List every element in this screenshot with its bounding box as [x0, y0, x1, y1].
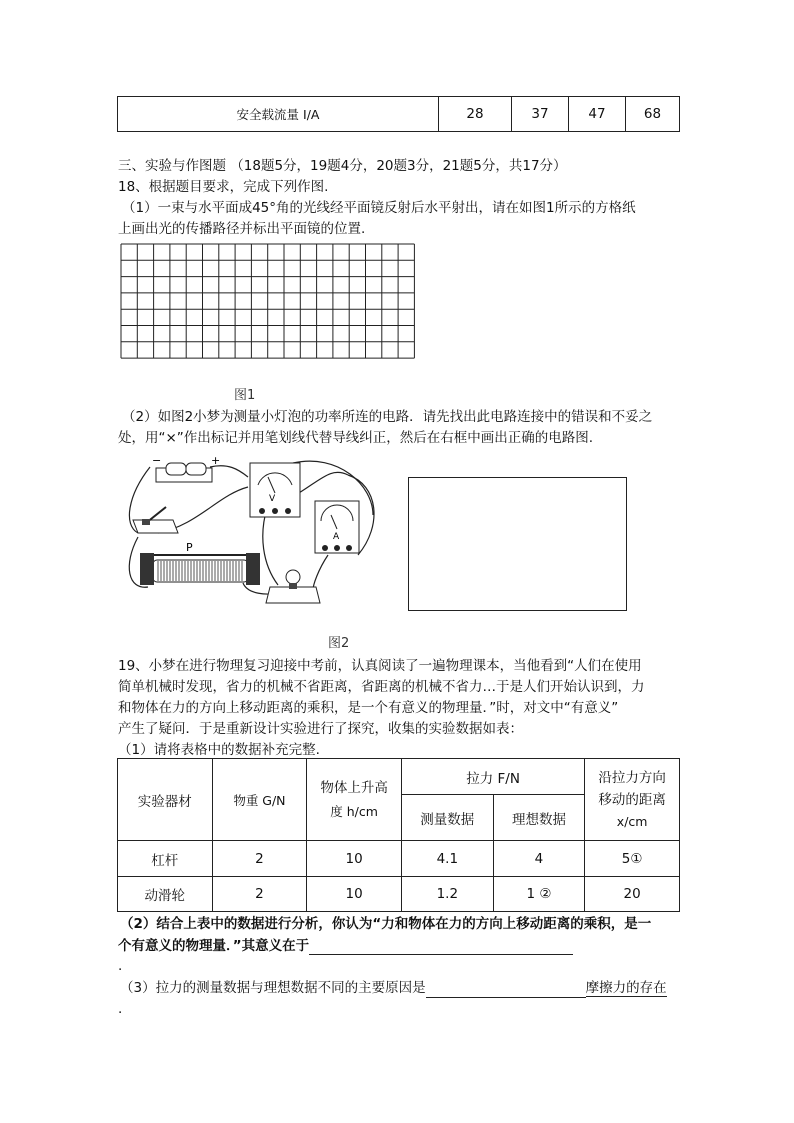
q19-sub2: （2）结合上表中的数据进行分析，你认为“力和物体在力的方向上移动距离的乘积，是一: [120, 916, 652, 932]
figure-2-caption: 图2: [328, 636, 350, 651]
table-row: [118, 877, 680, 912]
cell-measured: 4.1: [401, 841, 493, 877]
q18-title: 18、根据题目要求，完成下列作图.: [118, 179, 329, 195]
voltmeter-v-label: V: [269, 494, 276, 504]
q18-1-text: 上画出光的传播路径并标出平面镜的位置.: [118, 221, 366, 237]
rheostat-p-label: P: [186, 541, 193, 554]
q19-sub3: （3）拉力的测量数据与理想数据不同的主要原因是 摩擦力的存在: [120, 980, 667, 996]
top-table-value: 68: [626, 97, 680, 132]
grid-paper[interactable]: [120, 243, 416, 365]
answer-blank-meaning[interactable]: [309, 939, 573, 955]
circuit-answer-box[interactable]: [408, 477, 627, 611]
top-table: [117, 96, 680, 132]
table-row: [118, 841, 680, 877]
battery-minus-label: −: [152, 455, 162, 467]
q18-2-text: 处，用“×”作出标记并用笔划线代替导线纠正，然后在右框中画出正确的电路图.: [118, 430, 594, 446]
battery-icon: [152, 455, 220, 482]
cell-distance[interactable]: 5①: [585, 841, 680, 877]
section-heading: 三、实验与作图题 （18题5分，19题4分，20题3分，21题5分，共17分）: [118, 158, 567, 174]
header-equipment: 实验器材: [118, 759, 213, 841]
q19-sub2-end: .: [118, 958, 123, 974]
q19-text: 19、小梦在进行物理复习迎接中考前，认真阅读了一遍物理课本，当他看到“人们在使用: [118, 658, 642, 674]
cell-ideal: 4: [493, 841, 585, 877]
answer-blank-reason[interactable]: [426, 982, 586, 998]
cell-distance: 20: [585, 877, 680, 912]
header-ideal: 理想数据: [493, 795, 585, 841]
battery-plus-label: +: [211, 455, 221, 467]
q19-sub1: （1）请将表格中的数据补充完整.: [118, 742, 320, 758]
header-measured: 测量数据: [401, 795, 493, 841]
cell-height: 10: [307, 877, 402, 912]
q18-2-text: （2）如图2小梦为测量小灯泡的功率所连的电路．请先找出此电路连接中的错误和不妥之: [122, 409, 653, 425]
header-force: 拉力 F/N: [401, 759, 584, 795]
cell-equipment: 动滑轮: [118, 877, 213, 912]
circuit-diagram[interactable]: [118, 455, 400, 613]
lamp-icon: [266, 570, 320, 603]
cell-weight: 2: [212, 877, 307, 912]
switch-icon: [133, 507, 178, 533]
header-weight: 物重 G/N: [212, 759, 307, 841]
cell-height: 10: [307, 841, 402, 877]
header-distance: 沿拉力方向 移动的距离 x/cm: [585, 759, 680, 841]
voltmeter-icon: [250, 463, 300, 517]
cell-ideal[interactable]: 1 ②: [493, 877, 585, 912]
cell-measured: 1.2: [401, 877, 493, 912]
ammeter-icon: [315, 501, 359, 553]
cell-weight: 2: [212, 841, 307, 877]
top-table-value: 47: [569, 97, 626, 132]
q19-text: 产生了疑问．于是重新设计实验进行了探究，收集的实验数据如表：: [118, 721, 523, 737]
figure-1-caption: 图1: [234, 388, 256, 403]
q19-text: 和物体在力的方向上移动距离的乘积，是一个有意义的物理量．”时，对文中“有意义”: [118, 700, 619, 716]
q18-1-text: （1）一束与水平面成45°角的光线经平面镜反射后水平射出，请在如图1所示的方格纸: [122, 200, 636, 216]
header-height: 物体上升高 度 h/cm: [307, 759, 402, 841]
top-table-value: 37: [512, 97, 569, 132]
q19-sub2-line2: 个有意义的物理量．”其意义在于: [118, 937, 573, 955]
answer-reason: 摩擦力的存在: [585, 980, 667, 996]
cell-equipment: 杠杆: [118, 841, 213, 877]
top-table-value: 28: [439, 97, 512, 132]
top-table-label: 安全载流量 I/A: [118, 97, 439, 132]
ammeter-a-label: A: [333, 532, 340, 542]
q19-sub3-end: .: [118, 1001, 123, 1017]
rheostat-icon: [140, 541, 260, 585]
q19-text: 简单机械时发现，省力的机械不省距离，省距离的机械不省力…于是人们开始认识到，力: [118, 679, 645, 695]
experiment-table: [117, 758, 680, 912]
